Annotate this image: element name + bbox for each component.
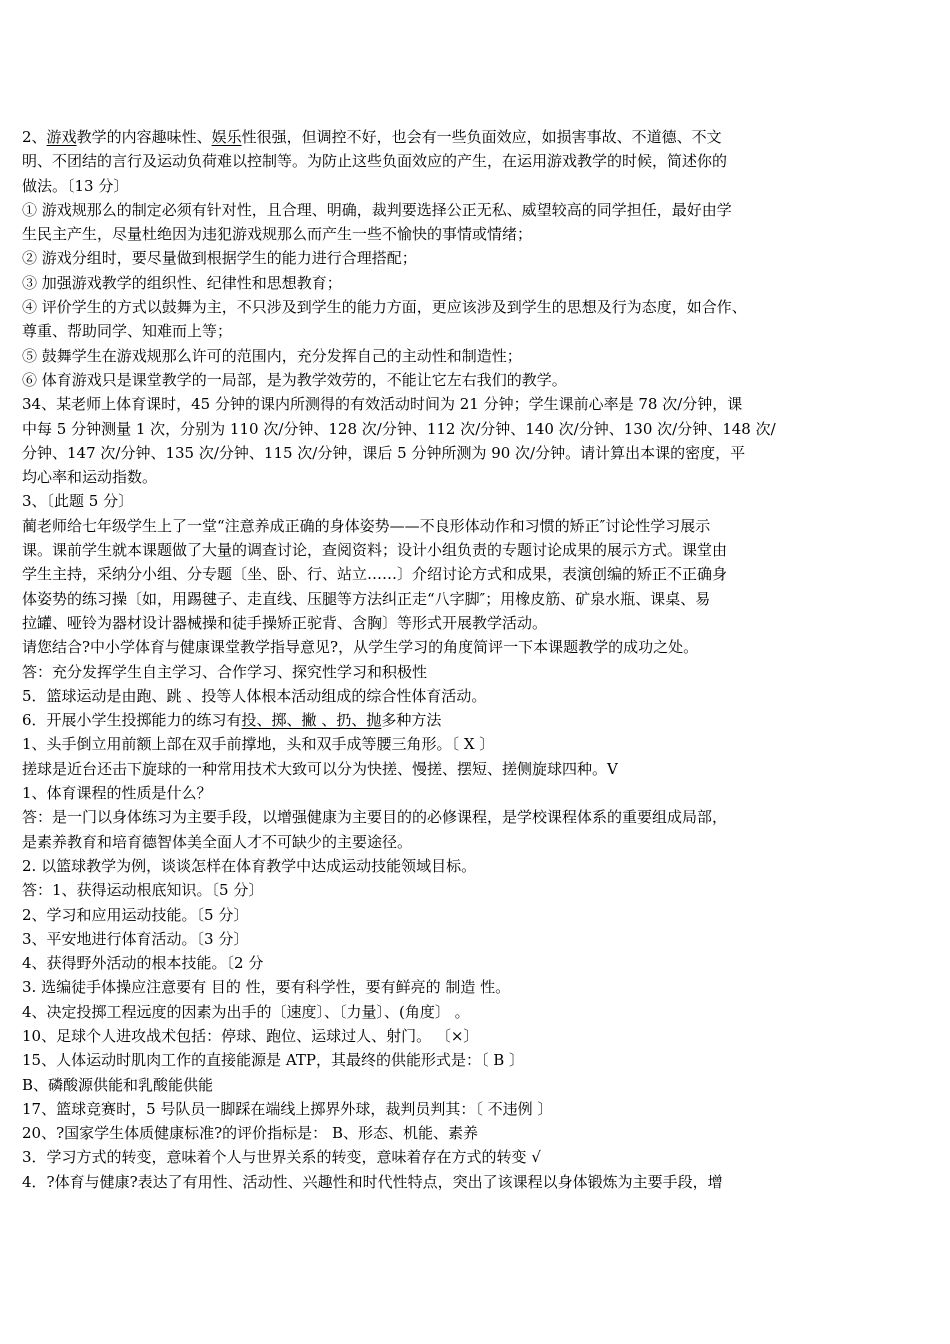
text-span: 4、决定投掷工程远度的因素为出手的〔速度〕、〔力量〕、(角度〕 。 — [22, 1002, 470, 1021]
text-span: 课。课前学生就本课题做了大量的调查讨论，查阅资料；设计小组负责的专题讨论成果的展示方式。课堂由 — [22, 541, 728, 560]
text-line — [22, 1024, 940, 1048]
text-span: 分钟、147 次/分钟、135 次/分钟、115 次/分钟，课后 5 分钟所测为 90 次/分钟。请计算出本课的密度，平 — [22, 443, 746, 462]
text-line — [22, 489, 940, 513]
text-line — [22, 174, 940, 198]
text-span: 5．篮球运动是由跑、跳 、投等人体根本活动组成的综合性体育活动。 — [22, 686, 487, 705]
text-line — [22, 805, 940, 829]
text-span: 答：1、获得运动根底知识。〔5 分〕 — [22, 881, 264, 900]
text-span: 拉罐、哑铃为器材设计器械操和徒手操矫正驼背、含胸〕等形式开展教学活动。 — [22, 613, 548, 632]
text-span: 34、某老师上体育课时，45 分钟的课内所测得的有效活动时间为 21 分钟；学生课前心率是 78 次/分钟，课 — [22, 395, 743, 414]
text-line — [22, 975, 940, 999]
text-line — [22, 951, 940, 975]
text-span: 1、头手倒立用前额上部在双手前撑地，头和双手成等腰三角形。〔 X 〕 — [22, 735, 495, 754]
text-line — [22, 660, 940, 684]
text-span: 中每 5 分钟测量 1 次，分别为 110 次/分钟、128 次/分钟、112 次/分钟、140 次/分钟、130 次/分钟、148 次/ — [22, 419, 776, 438]
text-span: 学生主持，采纳分小组、分专题〔坐、卧、行、站立……〕介绍讨论方式和成果，表演创编的矫正不正确身 — [22, 565, 728, 584]
text-span: 20、?国家学生体质健康标准?的评价指标是： B、形态、机能、素养 — [22, 1124, 478, 1143]
text-span: ② 游戏分组时，要尽量做到根据学生的能力进行合理搭配； — [22, 249, 417, 268]
text-span: 1、体育课程的性质是什么？ — [22, 784, 212, 803]
text-span: ⑥ 体育游戏只是课堂教学的一局部，是为教学效劳的，不能让它左右我们的教学。 — [22, 370, 567, 389]
text-line — [22, 538, 940, 562]
text-span: 尊重、帮助同学、知难而上等； — [22, 322, 233, 341]
text-line — [22, 125, 940, 149]
text-line — [22, 587, 940, 611]
text-span: ④ 评价学生的方式以鼓舞为主，不只涉及到学生的能力方面，更应该涉及到学生的思想及行为态度，如合作、 — [22, 298, 747, 317]
text-span: 17、篮球竞赛时，5 号队员一脚踩在端线上掷界外球，裁判员判其：〔 不违例 〕 — [22, 1099, 553, 1118]
text-line — [22, 830, 940, 854]
text-span: 明、不团结的言行及运动负荷难以控制等。为防止这些负面效应的产生，在运用游戏教学的时候，简述你的 — [22, 152, 728, 171]
text-span: 3．学习方式的转变，意味着个人与世界关系的转变，意味着存在方式的转变 √ — [22, 1148, 541, 1167]
text-line — [22, 344, 940, 368]
text-span: 3、平安地进行体育活动。〔3 分〕 — [22, 929, 249, 948]
text-span: 多种方法 — [381, 711, 442, 730]
text-span: 教学的内容趣味性、 — [76, 128, 212, 146]
text-line — [22, 611, 940, 635]
text-span: 做法。〔13 分〕 — [22, 176, 129, 195]
text-line — [22, 562, 940, 586]
text-span: 10、足球个人进攻战术包括：停球、跑位、运球过人、射门。 〔×〕 — [22, 1026, 479, 1045]
text-span: 4．?体育与健康?表达了有用性、活动性、兴趣性和时代性特点，突出了该课程以身体锻炼为主要手段，增 — [22, 1172, 723, 1191]
text-line — [22, 1145, 940, 1169]
text-line — [22, 684, 940, 708]
text-span: 蔺老师给七年级学生上了一堂“注意养成正确的身体姿势——不良形体动作和习惯的矫正″讨论性学习展示 — [22, 516, 711, 535]
text-span: B、磷酸源供能和乳酸能供能 — [22, 1075, 214, 1094]
text-span: 3. 选编徒手体操应注意要有 目的 性，要有科学性，要有鲜亮的 制造 性。 — [22, 978, 511, 997]
text-span: 答：是一门以身体练习为主要手段，以增强健康为主要目的的必修课程，是学校课程体系的重要组成局部， — [22, 808, 728, 827]
underlined-answer: 娱乐 — [211, 128, 242, 146]
text-line — [22, 635, 940, 659]
text-line — [22, 246, 940, 270]
text-span: 2、学习和应用运动技能。〔5 分〕 — [22, 905, 249, 924]
text-line — [22, 757, 940, 781]
text-line — [22, 149, 940, 173]
text-line — [22, 1073, 940, 1097]
text-span: 搓球是近台还击下旋球的一种常用技术大致可以分为快搓、慢搓、摆短、搓侧旋球四种。V — [22, 759, 618, 778]
text-span: 3、〔此题 5 分〕 — [22, 492, 134, 511]
text-span: 答：充分发挥学生自主学习、合作学习、探究性学习和积极性 — [22, 662, 428, 681]
text-line — [22, 222, 940, 246]
text-span: 请您结合?中小学体育与健康课堂教学指导意见?，从学生学习的角度简评一下本课题教学的成功之处。 — [22, 638, 699, 657]
text-span: 6．开展小学生投掷能力的练习有 — [22, 711, 242, 730]
text-line — [22, 1097, 940, 1121]
text-span: ⑤ 鼓舞学生在游戏规那么许可的范围内，充分发挥自己的主动性和制造性； — [22, 346, 522, 365]
text-span: 15、人体运动时肌肉工作的直接能源是 ATP，其最终的供能形式是：〔 B 〕 — [22, 1051, 525, 1070]
text-line — [22, 1048, 940, 1072]
text-line — [22, 198, 940, 222]
text-span: 性很强，但调控不好，也会有一些负面效应，如损害事故、不道德、不文 — [241, 128, 722, 146]
text-span: 是素养教育和培育德智体美全面人才不可缺少的主要途径。 — [22, 832, 413, 851]
text-line — [22, 295, 940, 319]
text-span: 生民主产生，尽量杜绝因为违犯游戏规那么而产生一些不愉快的事情或情绪； — [22, 225, 533, 244]
text-line — [22, 441, 940, 465]
text-line — [22, 1121, 940, 1145]
text-span: 2. 以篮球教学为例，谈谈怎样在体育教学中达成运动技能领域目标。 — [22, 856, 477, 875]
text-span: 4、获得野外活动的根本技能。〔2 分 — [22, 954, 264, 973]
text-line — [22, 271, 940, 295]
text-span: 均心率和运动指数。 — [22, 468, 158, 487]
text-line — [22, 514, 940, 538]
text-line — [22, 927, 940, 951]
document-body — [22, 125, 940, 1194]
text-span: 体姿势的练习操〔如，用踢毽子、走直线、压腿等方法纠正走“八字脚″；用橡皮筋、矿泉水瓶、课桌、易 — [22, 589, 711, 608]
text-span: ③ 加强游戏教学的组织性、纪律性和思想教育； — [22, 273, 342, 292]
text-line — [22, 319, 940, 343]
text-line — [22, 392, 940, 416]
text-span: 2、 — [22, 128, 47, 146]
text-line — [22, 465, 940, 489]
text-span: ① 游戏规那么的制定必须有针对性，且合理、明确，裁判要选择公正无私、威望较高的同学担任，最好由学 — [22, 200, 732, 219]
text-line — [22, 417, 940, 441]
underlined-answer: 游戏 — [46, 128, 77, 146]
underlined-answer: 投、掷、撇 、扔、抛 — [241, 711, 382, 730]
text-line — [22, 903, 940, 927]
text-line — [22, 878, 940, 902]
text-line — [22, 1000, 940, 1024]
text-line — [22, 1170, 940, 1194]
text-line — [22, 708, 940, 732]
text-line — [22, 854, 940, 878]
text-line — [22, 732, 940, 756]
text-line — [22, 781, 940, 805]
text-line — [22, 368, 940, 392]
